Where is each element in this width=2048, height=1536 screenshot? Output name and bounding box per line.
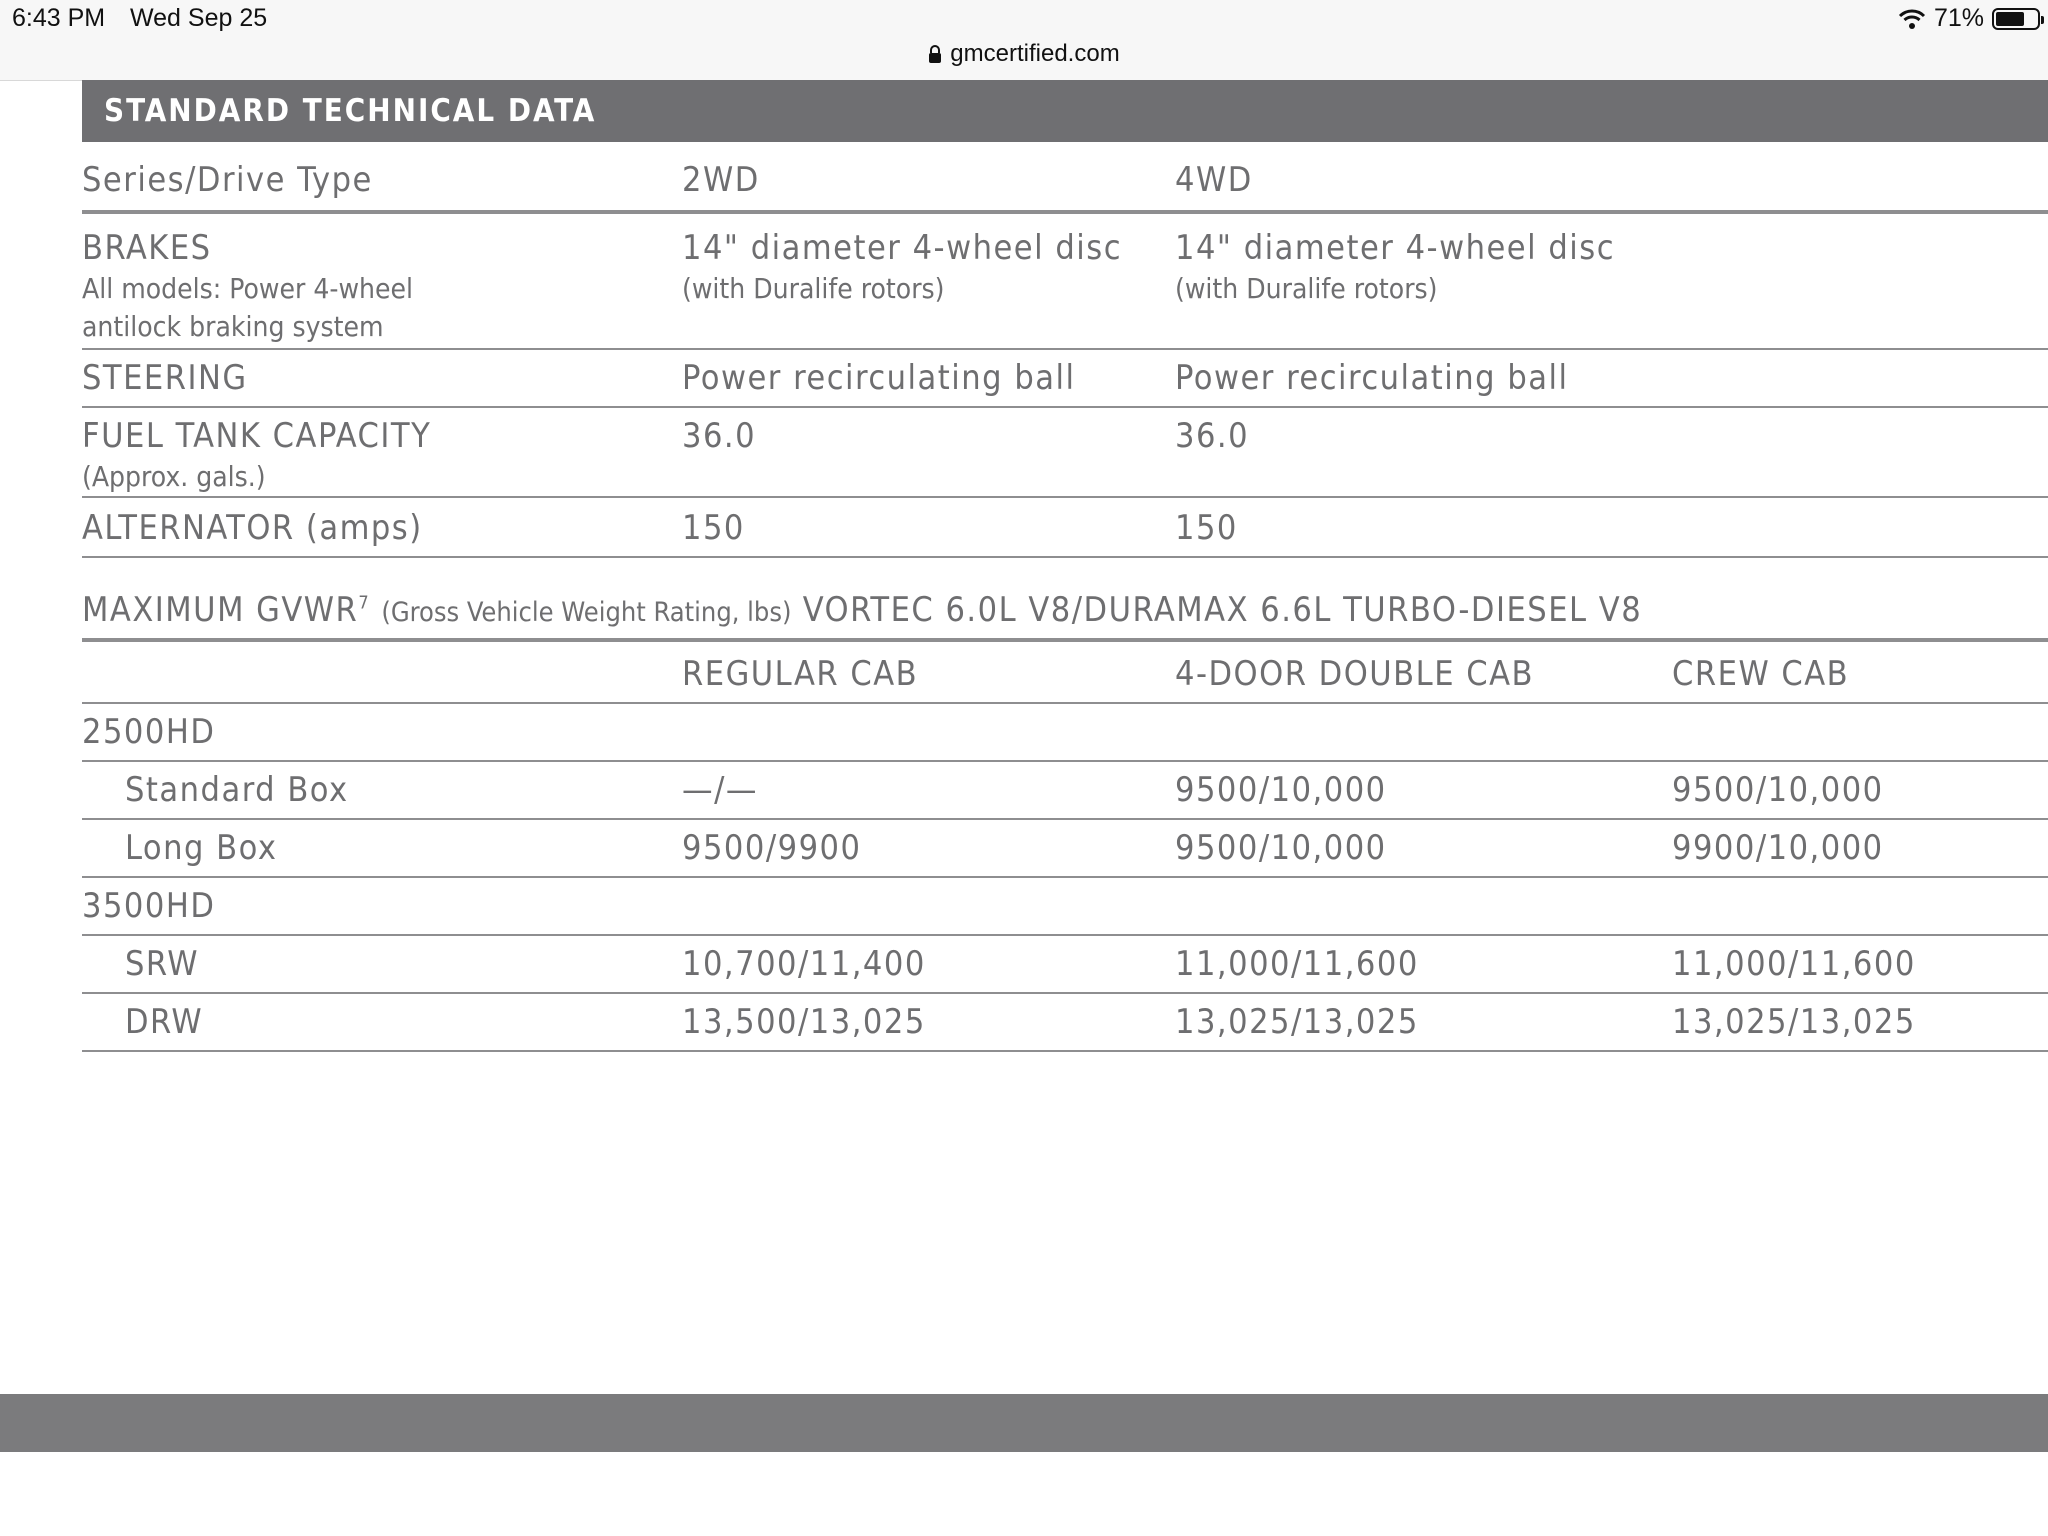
section-banner: [82, 80, 2048, 142]
lock-icon: [928, 45, 942, 63]
fuel-label-cell: [82, 416, 431, 496]
alternator-2wd: 150: [682, 508, 745, 548]
brakes-4wd-sub: (with Duralife rotors): [1175, 272, 1438, 305]
col-2wd-header: 2WD: [682, 160, 760, 200]
table-cell: 11,000/11,600: [1672, 944, 1916, 984]
table-row: [82, 944, 2048, 994]
section-title: STANDARD TECHNICAL DATA: [104, 93, 597, 129]
col-4wd-header: 4WD: [1175, 160, 1253, 200]
spec-row-steering: [82, 358, 2048, 408]
gvwr-title-small: (Gross Vehicle Weight Rating, lbs): [381, 597, 792, 628]
row-label-long-box: Long Box: [125, 828, 278, 868]
table-row: [82, 828, 2048, 878]
table-row: [82, 770, 2048, 820]
group-row-2500hd: [82, 712, 2048, 762]
table-row: [82, 1002, 2048, 1052]
status-indicators: [1898, 4, 2040, 33]
footer-bar: [0, 1394, 2048, 1452]
table-cell: 9500/9900: [682, 828, 862, 868]
steering-4wd: Power recirculating ball: [1175, 358, 1569, 398]
brakes-sub-2: antilock braking system: [82, 310, 384, 343]
status-time: 6:43 PM: [12, 4, 106, 32]
brakes-4wd-cell: [1175, 228, 1615, 308]
spec-row-fuel: [82, 416, 2048, 498]
fuel-label: FUEL TANK CAPACITY: [82, 416, 432, 456]
table-cell: 9900/10,000: [1672, 828, 1884, 868]
address-bar[interactable]: [0, 40, 2048, 68]
fuel-4wd: 36.0: [1175, 416, 1250, 456]
gvwr-title-rule: [82, 592, 2048, 642]
table-cell: —/—: [682, 770, 759, 810]
brakes-2wd: 14" diameter 4-wheel disc: [682, 228, 1123, 268]
brakes-2wd-cell: [682, 228, 1122, 308]
gvwr-title-main: MAXIMUM GVWR: [82, 590, 359, 630]
gvwr-footnote: 7: [358, 592, 371, 614]
brakes-2wd-sub: (with Duralife rotors): [682, 272, 945, 305]
steering-label: STEERING: [82, 358, 248, 398]
row-label-drw: DRW: [125, 1002, 204, 1042]
wifi-icon: [1898, 8, 1926, 30]
gvwr-title-engine: VORTEC 6.0L V8/DURAMAX 6.6L TURBO-DIESEL V8: [802, 590, 1643, 630]
table-cell: 9500/10,000: [1672, 770, 1884, 810]
status-bar: [0, 0, 2048, 81]
group-label-2500hd: 2500HD: [82, 712, 216, 752]
table-cell: 13,025/13,025: [1672, 1002, 1916, 1042]
alternator-4wd: 150: [1175, 508, 1238, 548]
battery-icon: [1992, 8, 2040, 30]
col-crew-cab: CREW CAB: [1672, 654, 1850, 694]
col-double-cab: 4-DOOR DOUBLE CAB: [1175, 654, 1535, 694]
brakes-sub-1: All models: Power 4-wheel: [82, 272, 414, 305]
row-label-srw: SRW: [125, 944, 200, 984]
table-cell: 13,500/13,025: [682, 1002, 926, 1042]
gvwr-header-row: [82, 654, 2048, 704]
brakes-label-cell: [82, 228, 413, 346]
url-text: gmcertified.com: [950, 40, 1120, 67]
group-label-3500hd: 3500HD: [82, 886, 216, 926]
group-row-3500hd: [82, 886, 2048, 936]
battery-percent: 71%: [1933, 4, 1984, 32]
table-cell: 9500/10,000: [1175, 770, 1387, 810]
series-drive-label: Series/Drive Type: [82, 160, 373, 200]
spec-header-row: [82, 160, 2048, 214]
spec-row-brakes: [82, 228, 2048, 350]
alternator-label: ALTERNATOR (amps): [82, 508, 423, 548]
table-cell: 10,700/11,400: [682, 944, 926, 984]
brakes-4wd: 14" diameter 4-wheel disc: [1175, 228, 1616, 268]
steering-2wd: Power recirculating ball: [682, 358, 1076, 398]
col-regular-cab: REGULAR CAB: [682, 654, 919, 694]
fuel-sub: (Approx. gals.): [82, 460, 266, 493]
spec-row-alternator: [82, 508, 2048, 558]
table-cell: 9500/10,000: [1175, 828, 1387, 868]
fuel-2wd: 36.0: [682, 416, 757, 456]
table-cell: 13,025/13,025: [1175, 1002, 1419, 1042]
row-label-standard-box: Standard Box: [125, 770, 349, 810]
brakes-label: BRAKES: [82, 228, 212, 268]
battery-level: [1996, 12, 2024, 26]
status-date: Wed Sep 25: [130, 4, 268, 32]
table-cell: 11,000/11,600: [1175, 944, 1419, 984]
